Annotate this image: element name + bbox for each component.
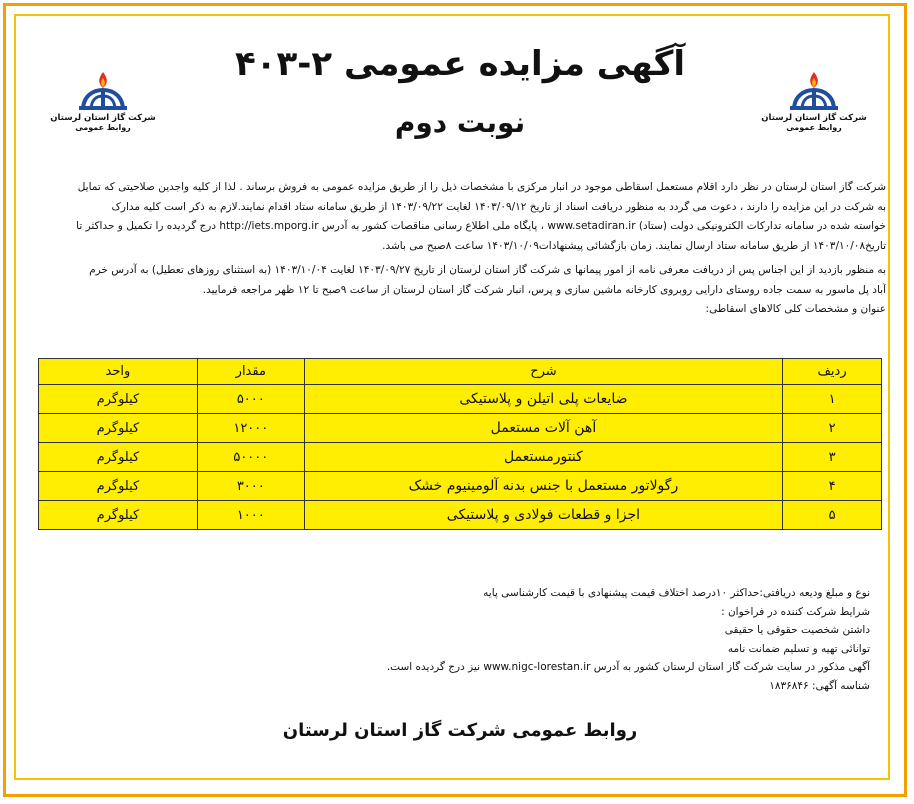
- row-description: آهن آلات مستعمل: [304, 414, 782, 443]
- items-table: [38, 358, 882, 530]
- header-description: شرح: [304, 359, 782, 385]
- table-row: [39, 443, 882, 472]
- page-subtitle: نوبت دوم: [394, 106, 526, 139]
- header-row-number: ردیف: [783, 359, 882, 385]
- ad-id: شناسه آگهی: ۱۸۳۶۸۴۶: [769, 679, 870, 692]
- table-row: [39, 385, 882, 414]
- gas-flame-logo-icon: [786, 70, 842, 112]
- row-unit: کیلوگرم: [39, 385, 198, 414]
- header-unit: واحد: [39, 359, 198, 385]
- logo-department: روابط عمومی: [75, 123, 131, 132]
- row-quantity: ۱۰۰۰: [197, 501, 304, 530]
- row-description: کنتورمستعمل: [304, 443, 782, 472]
- row-description: اجزا و قطعات فولادی و پلاستیکی: [304, 501, 782, 530]
- condition-item: داشتن شخصیت حقوقی یا حقیقی: [724, 624, 870, 637]
- row-number: ۳: [783, 443, 882, 472]
- intro-line: خواسته شده در سامانه تدارکات الکترونیکی دولت (ستاد) www.setadiran.ir ، پایگاه ملی اطلاع رسانی مناقصات کشور به آدرس http://iets.mporg.ir درج گردیده را تکمیل و حداکثر تا: [76, 220, 886, 232]
- row-number: ۲: [783, 414, 882, 443]
- row-quantity: ۵۰۰۰: [197, 385, 304, 414]
- row-unit: کیلوگرم: [39, 472, 198, 501]
- table-row: [39, 501, 882, 530]
- row-quantity: ۳۰۰۰: [197, 472, 304, 501]
- visit-line: آباد پل ماسور به سمت جاده روستای دارایی روبروی کارخانه ماشین سازی و پرس، انبار شرکت گاز استان لرستان از ساعت ۹صبح تا ۱۲ ظهر مراجعه فرمایید.: [202, 283, 886, 296]
- condition-item: توانائی تهیه و تسلیم ضمانت نامه: [727, 642, 870, 655]
- row-unit: کیلوگرم: [39, 501, 198, 530]
- table-row: [39, 414, 882, 443]
- row-number: ۴: [783, 472, 882, 501]
- items-heading: عنوان و مشخصات کلی کالاهای اسقاطی:: [705, 303, 886, 315]
- table-header-row: [39, 359, 882, 385]
- visit-paragraph: [30, 261, 886, 320]
- intro-line: به شرکت در این مزایده را دارند ، دعوت می گردد به منظور دریافت اسناد از تاریخ ۱۴۰۳/۰۹/۱۲ لغایت ۱۴۰۳/۰۹/۲۲ از طریق سامانه ستاد اقدام نمایند.لازم به ذکر است کلیه مدارک: [111, 200, 886, 213]
- row-description: رگولاتور مستعمل با جنس بدنه آلومینیوم خشک: [304, 472, 782, 501]
- intro-paragraph: [30, 178, 886, 256]
- header-quantity: مقدار: [197, 359, 304, 385]
- company-logo-left: [47, 70, 159, 144]
- deposit-line: نوع و مبلغ ودیعه دریافتی:حداکثر ۱۰درصد اختلاف قیمت پیشنهادی با قیمت کارشناسی پایه: [483, 587, 870, 599]
- logo-department: روابط عمومی: [786, 123, 842, 132]
- row-number: ۱: [783, 385, 882, 414]
- signature: روابط عمومی شرکت گاز استان لرستان: [282, 720, 638, 741]
- row-number: ۵: [783, 501, 882, 530]
- conditions-list: [30, 584, 870, 696]
- row-quantity: ۵۰۰۰۰: [197, 443, 304, 472]
- row-description: ضایعات پلی اتیلن و پلاستیکی: [304, 385, 782, 414]
- gas-flame-logo-icon: [75, 70, 131, 112]
- page-title: آگهی مزایده عمومی ۲-۴۰۳: [234, 44, 686, 84]
- visit-line: به منظور بازدید از این اجناس پس از دریافت معرفی نامه از امور پیمانها ی شرکت گاز استان لرستان از تاریخ ۱۴۰۳/۰۹/۲۷ لغایت ۱۴۰۳/۱۰/۰۴ (به استثنای روزهای تعطیل) به آدرس خرم: [89, 264, 886, 276]
- website-notice: آگهی مذکور در سایت شرکت گاز استان لرستان کشور به آدرس www.nigc-lorestan.ir نیز درج گردیده است.: [386, 661, 870, 674]
- logo-company-name: شرکت گاز استان لرستان: [761, 113, 867, 123]
- logo-company-name: شرکت گاز استان لرستان: [50, 113, 156, 123]
- intro-line: شرکت گاز استان لرستان در نظر دارد اقلام مستعمل اسقاطی موجود در انبار مرکزی با مشخصات ذیل را از طریق مزایده عمومی به فروش برساند . لذا از کلیه واجدین صلاحیتی که تمایل: [77, 181, 886, 193]
- intro-line: تاریخ۱۴۰۳/۱۰/۰۸ از طریق سامانه ستاد ارسال نمایند. زمان بازگشائی پیشنهادات۱۴۰۳/۱۰/۰۹ ساعت ۸صبح می باشد.: [382, 239, 886, 252]
- row-quantity: ۱۲۰۰۰: [197, 414, 304, 443]
- table-row: [39, 472, 882, 501]
- participant-conditions-heading: شرایط شرکت کننده در فراخوان :: [721, 605, 870, 618]
- row-unit: کیلوگرم: [39, 443, 198, 472]
- row-unit: کیلوگرم: [39, 414, 198, 443]
- company-logo-right: [758, 70, 870, 144]
